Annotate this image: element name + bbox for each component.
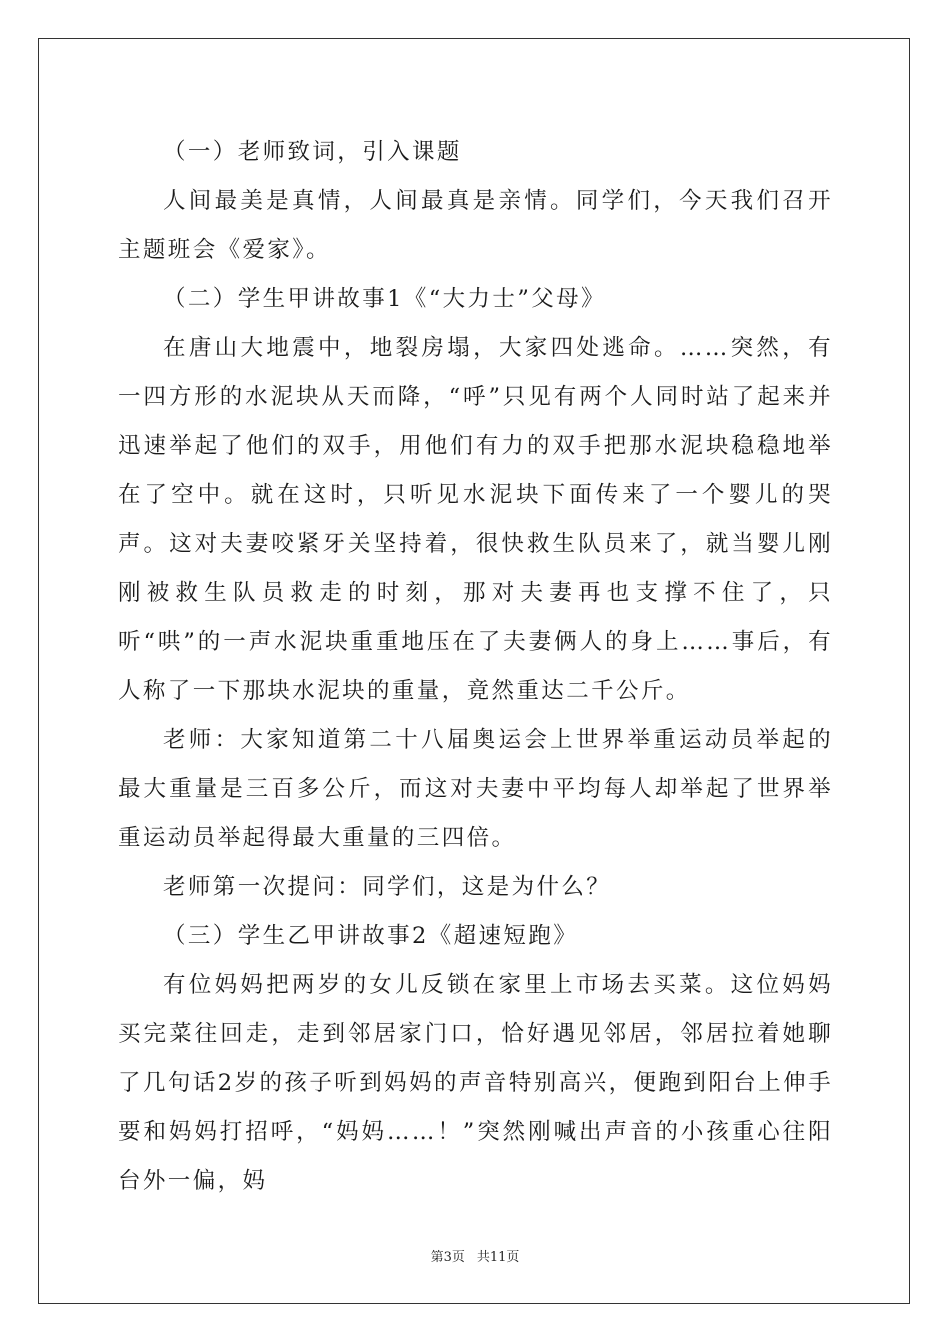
- heading-story-1: （二）学生甲讲故事1《“大力士”父母》: [163, 286, 606, 312]
- heading-teacher-speech: （一）老师致词，引入课题: [163, 139, 462, 165]
- heading-story-2: （三）学生乙甲讲故事2《超速短跑》: [163, 923, 579, 949]
- page-number: 第3页: [430, 1250, 465, 1265]
- paragraph-teacher-question: 老师第一次提问：同学们，这是为什么？: [163, 874, 612, 900]
- page-total: 共11页: [476, 1250, 520, 1265]
- page-footer: [0, 1246, 950, 1265]
- paragraph-teacher-comment: 老师：大家知道第二十八届奥运会上世界举重运动员举起的最大重量是三百多公斤，而这对夫妻中平均每人却举起了世界举重运动员举起得最大重量的三四倍。: [118, 727, 833, 851]
- paragraph-story-1: 在唐山大地震中，地裂房塌，大家四处逃命。……突然，有一四方形的水泥块从天而降，“呼”只见有两个人同时站了起来并迅速举起了他们的双手，用他们有力的双手把那水泥块稳稳地举在了空中。就在这时，只听见水泥块下面传来了一个婴儿的哭声。这对夫妻咬紧牙关坚持着，很快救生队员来了，就当婴儿刚刚被救生队员救走的时刻，那对夫妻再也支撑不住了，只听“哄”的一声水泥块重重地压在了夫妻俩人的身上……事后，有人称了一下那块水泥块的重量，竟然重达二千公斤。: [118, 335, 833, 704]
- paragraph-story-2: 有位妈妈把两岁的女儿反锁在家里上市场去买菜。这位妈妈买完菜往回走，走到邻居家门口，恰好遇见邻居，邻居拉着她聊了几句话2岁的孩子听到妈妈的声音特别高兴，便跑到阳台上伸手要和妈妈打招呼，“妈妈……！”突然刚喊出声音的小孩重心往阳台外一偏，妈: [118, 972, 833, 1194]
- document-body: [118, 128, 833, 1206]
- paragraph-intro: 人间最美是真情，人间最真是亲情。同学们，今天我们召开主题班会《爱家》。: [118, 188, 833, 263]
